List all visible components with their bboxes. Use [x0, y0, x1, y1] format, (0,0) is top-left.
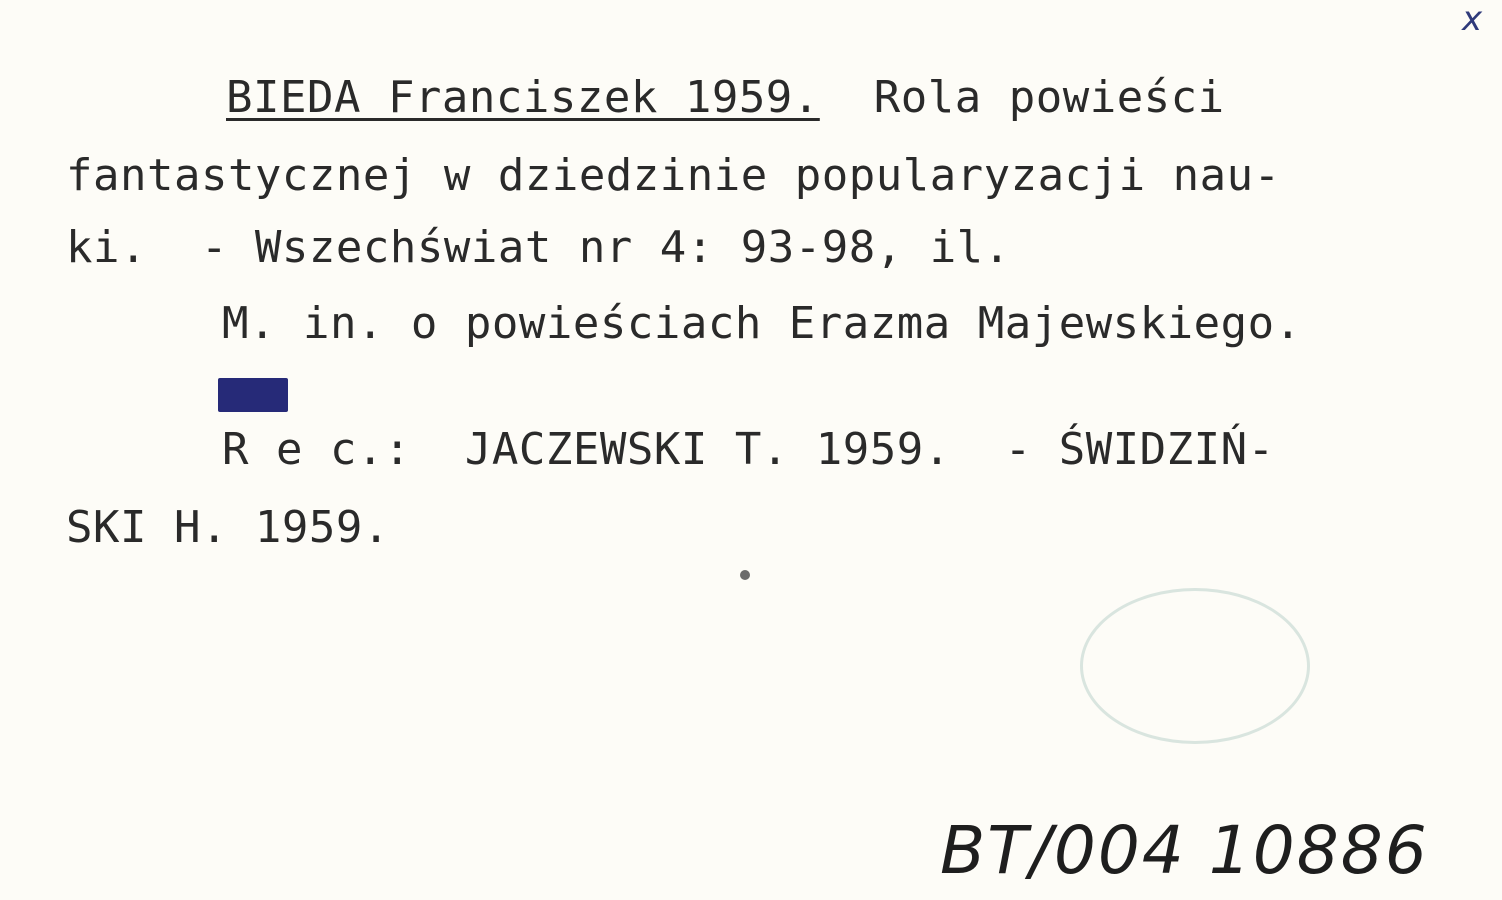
author-year: BIEDA Franciszek 1959. [226, 72, 820, 123]
ink-dot [740, 570, 750, 580]
title-continuation-line: fantastycznej w dziedzinie popularyzacji nau- [66, 150, 1281, 201]
ink-marker [218, 378, 288, 412]
call-number: BT/004 10886 [940, 812, 1429, 889]
title-start: Rola powieści [819, 72, 1225, 123]
note-line: M. in. o powieściach Erazma Majewskiego. [222, 298, 1302, 349]
faded-stamp [1080, 588, 1310, 744]
reviews-continuation-line: SKI H. 1959. [66, 502, 390, 553]
reviews-line: R e c.: JACZEWSKI T. 1959. - ŚWIDZIŃ- [222, 424, 1275, 475]
heading-line [226, 72, 1225, 123]
source-line: ki. - Wszechświat nr 4: 93-98, il. [66, 222, 1011, 273]
corner-mark: x [1462, 0, 1483, 39]
